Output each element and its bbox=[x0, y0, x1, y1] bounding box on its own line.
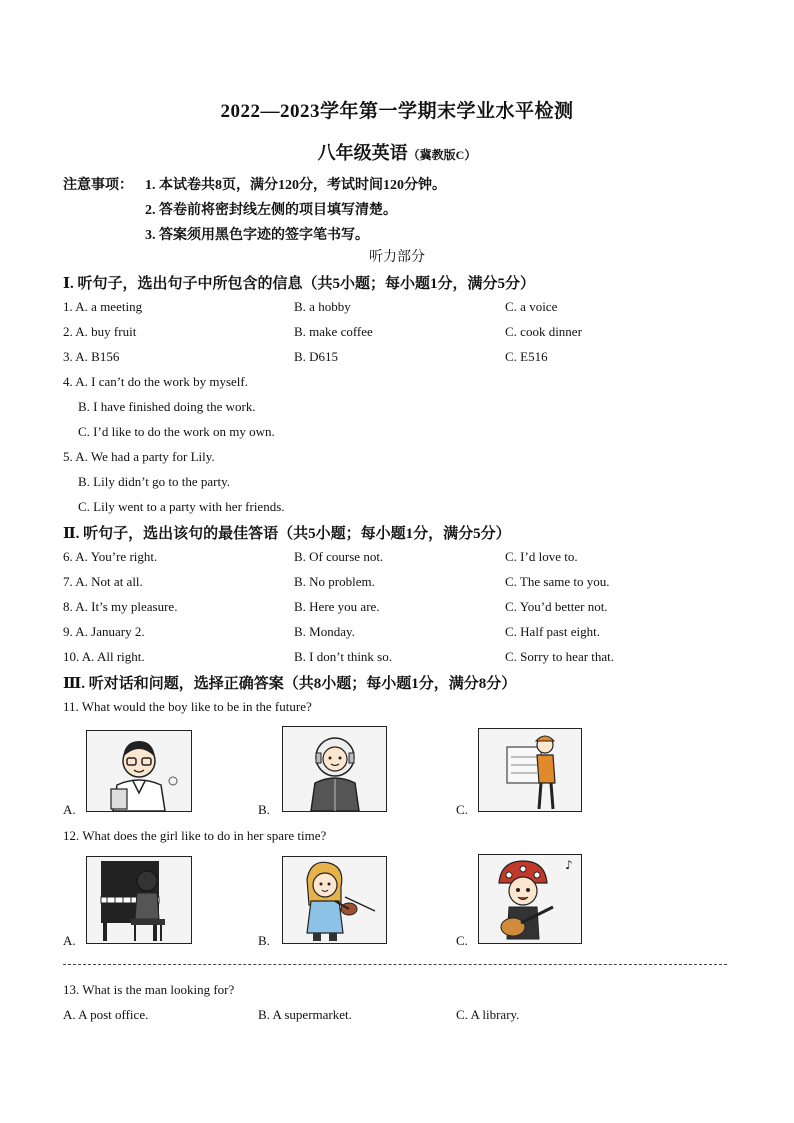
svg-text:♪: ♪ bbox=[565, 858, 573, 872]
q4-option-a[interactable]: 4. A. I can’t do the work by myself. bbox=[63, 374, 248, 389]
q11-option-c-label[interactable]: C. bbox=[456, 802, 468, 817]
q8-option-a[interactable]: 8. A. It’s my pleasure. bbox=[63, 599, 178, 614]
q6-option-c[interactable]: C. I’d love to. bbox=[505, 549, 578, 564]
q12-option-c-label[interactable]: C. bbox=[456, 933, 468, 948]
q9-option-b[interactable]: B. Monday. bbox=[294, 624, 355, 639]
q5-option-b[interactable]: B. Lily didn’t go to the party. bbox=[78, 474, 231, 489]
exam-subtitle bbox=[0, 139, 794, 165]
q12-violin-picture[interactable] bbox=[282, 856, 387, 944]
q8-option-b[interactable]: B. Here you are. bbox=[294, 599, 380, 614]
q9-option-c[interactable]: C. Half past eight. bbox=[505, 624, 600, 639]
exam-title: 2022—2023学年第一学期末学业水平检测 bbox=[220, 101, 574, 122]
q11-doctor-picture[interactable] bbox=[86, 730, 192, 812]
piano-icon bbox=[87, 857, 191, 943]
q8-option-c[interactable]: C. You’d better not. bbox=[505, 599, 608, 614]
part2-heading: Ⅱ. 听句子，选出该句的最佳答语（共5小题；每小题1分，满分5分） bbox=[63, 526, 511, 542]
q12-option-a-label[interactable]: A. bbox=[63, 933, 76, 948]
q3-option-a[interactable]: 3. A. B156 bbox=[63, 349, 120, 364]
q11-option-a-label[interactable]: A. bbox=[63, 802, 76, 817]
guitar-icon bbox=[479, 855, 581, 943]
q13-option-a[interactable]: A. A post office. bbox=[63, 1007, 149, 1022]
q5-option-c[interactable]: C. Lily went to a party with her friends. bbox=[78, 499, 285, 514]
q11-option-b-label[interactable]: B. bbox=[258, 802, 270, 817]
worker-icon bbox=[479, 729, 581, 811]
note-item-2: 2. 答卷前将密封线左侧的项目填写清楚。 bbox=[145, 203, 397, 218]
q12-question: 12. What does the girl like to do in her spare time? bbox=[63, 828, 327, 843]
q12-piano-picture[interactable] bbox=[86, 856, 192, 944]
q1-option-c[interactable]: C. a voice bbox=[505, 299, 558, 314]
astronaut-icon bbox=[283, 727, 386, 811]
q5-option-a[interactable]: 5. A. We had a party for Lily. bbox=[63, 449, 215, 464]
part3-heading: Ⅲ. 听对话和问题，选择正确答案（共8小题；每小题1分，满分8分） bbox=[63, 676, 517, 692]
q11-question: 11. What would the boy like to be in the future? bbox=[63, 699, 312, 714]
note-item-1: 1. 本试卷共8页，满分120分，考试时间120分钟。 bbox=[145, 178, 446, 193]
q1-option-a[interactable]: 1. A. a meeting bbox=[63, 299, 143, 314]
q12-guitar-picture[interactable] bbox=[478, 854, 582, 944]
violin-icon bbox=[283, 857, 386, 943]
q4-option-b[interactable]: B. I have finished doing the work. bbox=[78, 399, 256, 414]
q10-option-c[interactable]: C. Sorry to hear that. bbox=[505, 649, 615, 664]
notes-label: 注意事项： bbox=[63, 178, 133, 193]
listening-section-title: 听力部分 bbox=[369, 250, 425, 265]
q1-option-b[interactable]: B. a hobby bbox=[294, 299, 351, 314]
q7-option-b[interactable]: B. No problem. bbox=[294, 574, 375, 589]
q7-option-a[interactable]: 7. A. Not at all. bbox=[63, 574, 143, 589]
q10-option-a[interactable]: 10. A. All right. bbox=[63, 649, 145, 664]
q13-option-c[interactable]: C. A library. bbox=[456, 1007, 520, 1022]
q6-option-a[interactable]: 6. A. You’re right. bbox=[63, 549, 158, 564]
edition-label: （冀教版C） bbox=[407, 148, 477, 162]
q13-question: 13. What is the man looking for? bbox=[63, 982, 235, 997]
q2-option-c[interactable]: C. cook dinner bbox=[505, 324, 582, 339]
q3-option-b[interactable]: B. D615 bbox=[294, 349, 339, 364]
q2-option-b[interactable]: B. make coffee bbox=[294, 324, 373, 339]
note-item-3: 3. 答案须用黑色字迹的签字笔书写。 bbox=[145, 228, 369, 243]
q9-option-a[interactable]: 9. A. January 2. bbox=[63, 624, 145, 639]
q3-option-c[interactable]: C. E516 bbox=[505, 349, 548, 364]
doctor-icon bbox=[87, 731, 191, 811]
q12-option-b-label[interactable]: B. bbox=[258, 933, 270, 948]
q11-worker-picture[interactable] bbox=[478, 728, 582, 812]
q10-option-b[interactable]: B. I don’t think so. bbox=[294, 649, 392, 664]
q6-option-b[interactable]: B. Of course not. bbox=[294, 549, 384, 564]
q4-option-c[interactable]: C. I’d like to do the work on my own. bbox=[78, 424, 275, 439]
part1-heading: Ⅰ. 听句子，选出句子中所包含的信息（共5小题；每小题1分，满分5分） bbox=[63, 276, 536, 292]
q13-option-b[interactable]: B. A supermarket. bbox=[258, 1007, 352, 1022]
q7-option-c[interactable]: C. The same to you. bbox=[505, 574, 610, 589]
q2-option-a[interactable]: 2. A. buy fruit bbox=[63, 324, 137, 339]
q11-astronaut-picture[interactable] bbox=[282, 726, 387, 812]
page-divider bbox=[63, 964, 727, 965]
subject-name: 八年级英语 bbox=[317, 143, 408, 163]
